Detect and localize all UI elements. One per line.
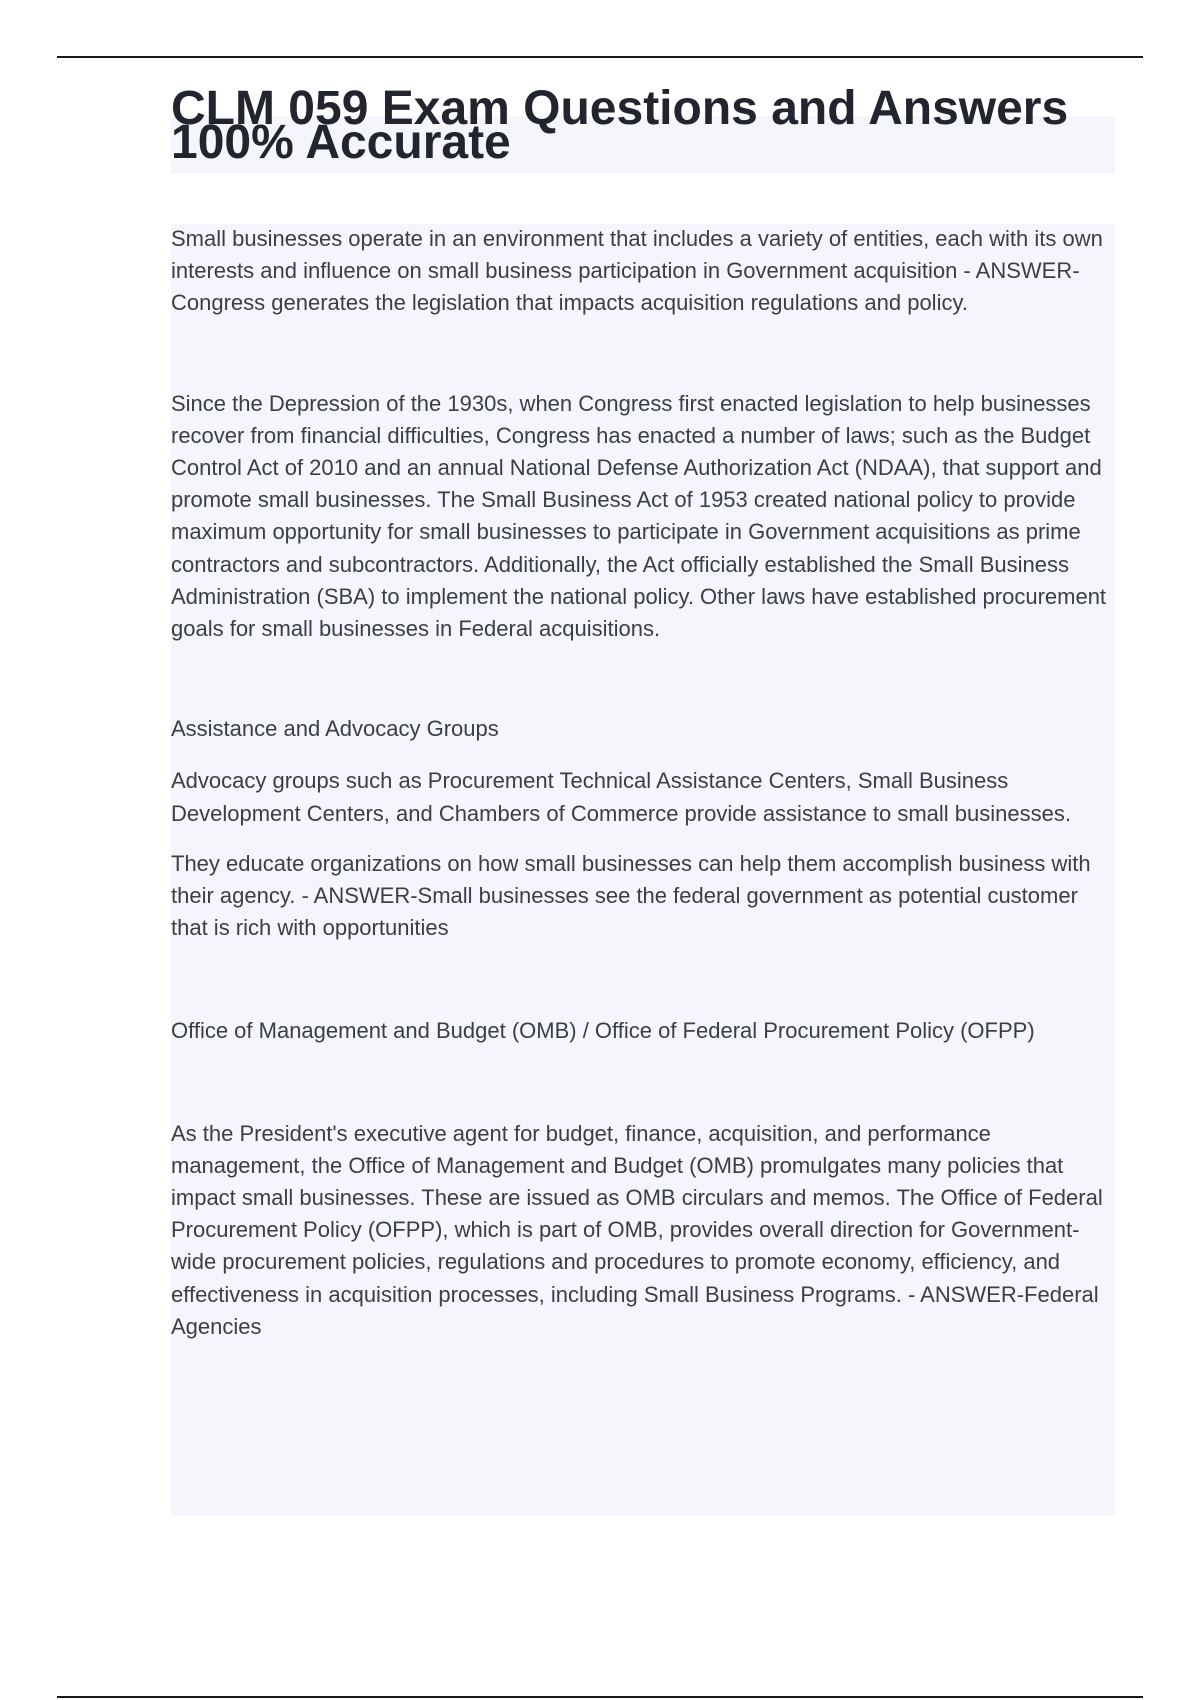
section-heading-advocacy: Assistance and Advocacy Groups xyxy=(171,716,499,742)
paragraph-omb-answer: As the President's executive agent for budget, finance, acquisition, and performance management, the Office of Management and Budget (OMB) promulgates many policies that impact small businesses. These are issued as OMB circulars and memos. The Office of Federal Procurement Policy (OFPP), which is part of OMB, provides overall direction for Government-wide procurement policies, regulations and procedures to promote economy, efficiency, and effectiveness in acquisition processes, including Small Business Programs. - ANSWER-Federal Agencies xyxy=(171,1120,1103,1339)
paragraph-question-2: Since the Depression of the 1930s, when Congress first enacted legislation to help businesses recover from financial difficulties, Congress has enacted a number of laws; such as the Budget Control Act of 2010 and an annual National Defense Authorization Act (NDAA), that support and promote small businesses. The Small Business Act of 1953 created national policy to provide maximum opportunity for small businesses to participate in Government acquisitions as prime contractors and subcontractors. Additionally, the Act officially established the Small Business Administration (SBA) to implement the national policy. Other laws have established procurement goals for small businesses in Federal acquisitions. xyxy=(171,390,1107,642)
section-heading-omb: Office of Management and Budget (OMB) / Office of Federal Procurement Policy (OFPP) xyxy=(171,1018,1035,1044)
bottom-rule xyxy=(57,1696,1143,1698)
paragraph-advocacy-answer: They educate organizations on how small businesses can help them accomplish business with their agency. - ANSWER-Small businesses see the federal government as potential customer that is rich with opportunities xyxy=(171,850,1091,941)
document-body xyxy=(171,223,1115,1343)
top-rule xyxy=(57,56,1143,58)
paragraph-advocacy: Advocacy groups such as Procurement Technical Assistance Centers, Small Business Development Centers, and Chambers of Commerce provide assistance to small businesses. xyxy=(171,768,1071,826)
page-title: CLM 059 Exam Questions and Answers 100% Accurate xyxy=(171,82,1069,169)
paragraph-question-1: Small businesses operate in an environment that includes a variety of entities, each with its own interests and influence on small business participation in Government acquisition - ANSWER-Congress generates the legislation that impacts acquisition regulations and policy. xyxy=(171,226,1103,316)
